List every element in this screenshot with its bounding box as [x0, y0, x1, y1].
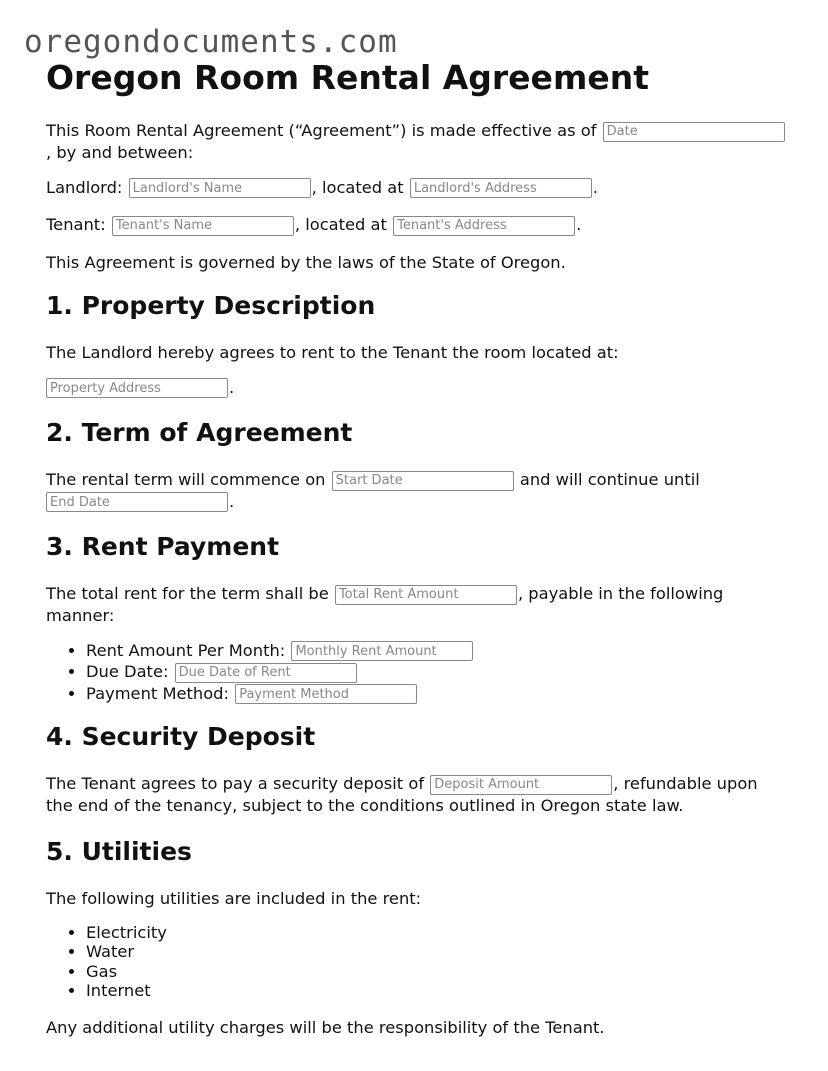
- term-paragraph: The rental term will commence on Start Date and will continue until End Date.: [46, 469, 786, 512]
- end-date-input[interactable]: [46, 492, 228, 512]
- utilities-closing-text: Any additional utility charges will be the responsibility of the Tenant.: [46, 1017, 605, 1037]
- intro-paragraph: This Room Rental Agreement (“Agreement”) is made effective as of Date , by and between:: [46, 120, 786, 163]
- utilities-list: [46, 923, 786, 1001]
- list-item: • Payment Method: Payment Method: [86, 683, 786, 705]
- due-date-input[interactable]: [175, 663, 357, 683]
- rent-details-list: [46, 640, 786, 705]
- list-item: • Rent Amount Per Month: Monthly Rent Amount: [86, 640, 786, 662]
- property-address-input[interactable]: [46, 378, 228, 398]
- page-title: Oregon Room Rental Agreement: [46, 58, 649, 97]
- governing-law-text: This Agreement is governed by the laws of the State of Oregon.: [46, 252, 566, 272]
- list-item: • Electricity: [86, 923, 786, 943]
- tenant-name-input[interactable]: [112, 216, 294, 236]
- utilities-text: The following utilities are included in the rent:: [46, 888, 422, 908]
- deposit-amount-input[interactable]: [430, 775, 612, 795]
- start-date-input[interactable]: [332, 471, 514, 491]
- site-watermark: oregondocuments.com: [24, 24, 398, 60]
- section-heading-rent: 3. Rent Payment: [46, 532, 280, 561]
- monthly-rent-input[interactable]: [291, 641, 473, 661]
- rent-paragraph: The total rent for the term shall be Total Rent Amount , payable in the following manner:: [46, 583, 786, 626]
- agreement-document: [46, 58, 786, 1038]
- payment-method-input[interactable]: [235, 684, 417, 704]
- date-input[interactable]: [603, 122, 785, 142]
- list-item: • Due Date: Due Date of Rent: [86, 661, 786, 683]
- landlord-address-input[interactable]: [410, 178, 592, 198]
- tenant-address-input[interactable]: [393, 216, 575, 236]
- landlord-line: Landlord: Landlord's Name , located at Landlord's Address .: [46, 177, 786, 199]
- deposit-paragraph: The Tenant agrees to pay a security deposit of Deposit Amount , refundable upon the end of the tenancy, subject to the conditions outlined in Oregon state law.: [46, 773, 786, 816]
- total-rent-input[interactable]: [335, 585, 517, 605]
- section-heading-property: 1. Property Description: [46, 290, 376, 320]
- section-heading-term: 2. Term of Agreement: [46, 418, 353, 447]
- section-heading-deposit: 4. Security Deposit: [46, 722, 316, 751]
- list-item: • Gas: [86, 962, 786, 982]
- list-item: • Water: [86, 942, 786, 962]
- property-text: The Landlord hereby agrees to rent to the Tenant the room located at:: [46, 342, 619, 362]
- landlord-name-input[interactable]: [129, 178, 311, 198]
- list-item: • Internet: [86, 981, 786, 1001]
- property-address-line: Property Address.: [46, 377, 786, 399]
- section-heading-utilities: 5. Utilities: [46, 836, 192, 866]
- tenant-line: Tenant: Tenant's Name , located at Tenant's Address .: [46, 214, 786, 236]
